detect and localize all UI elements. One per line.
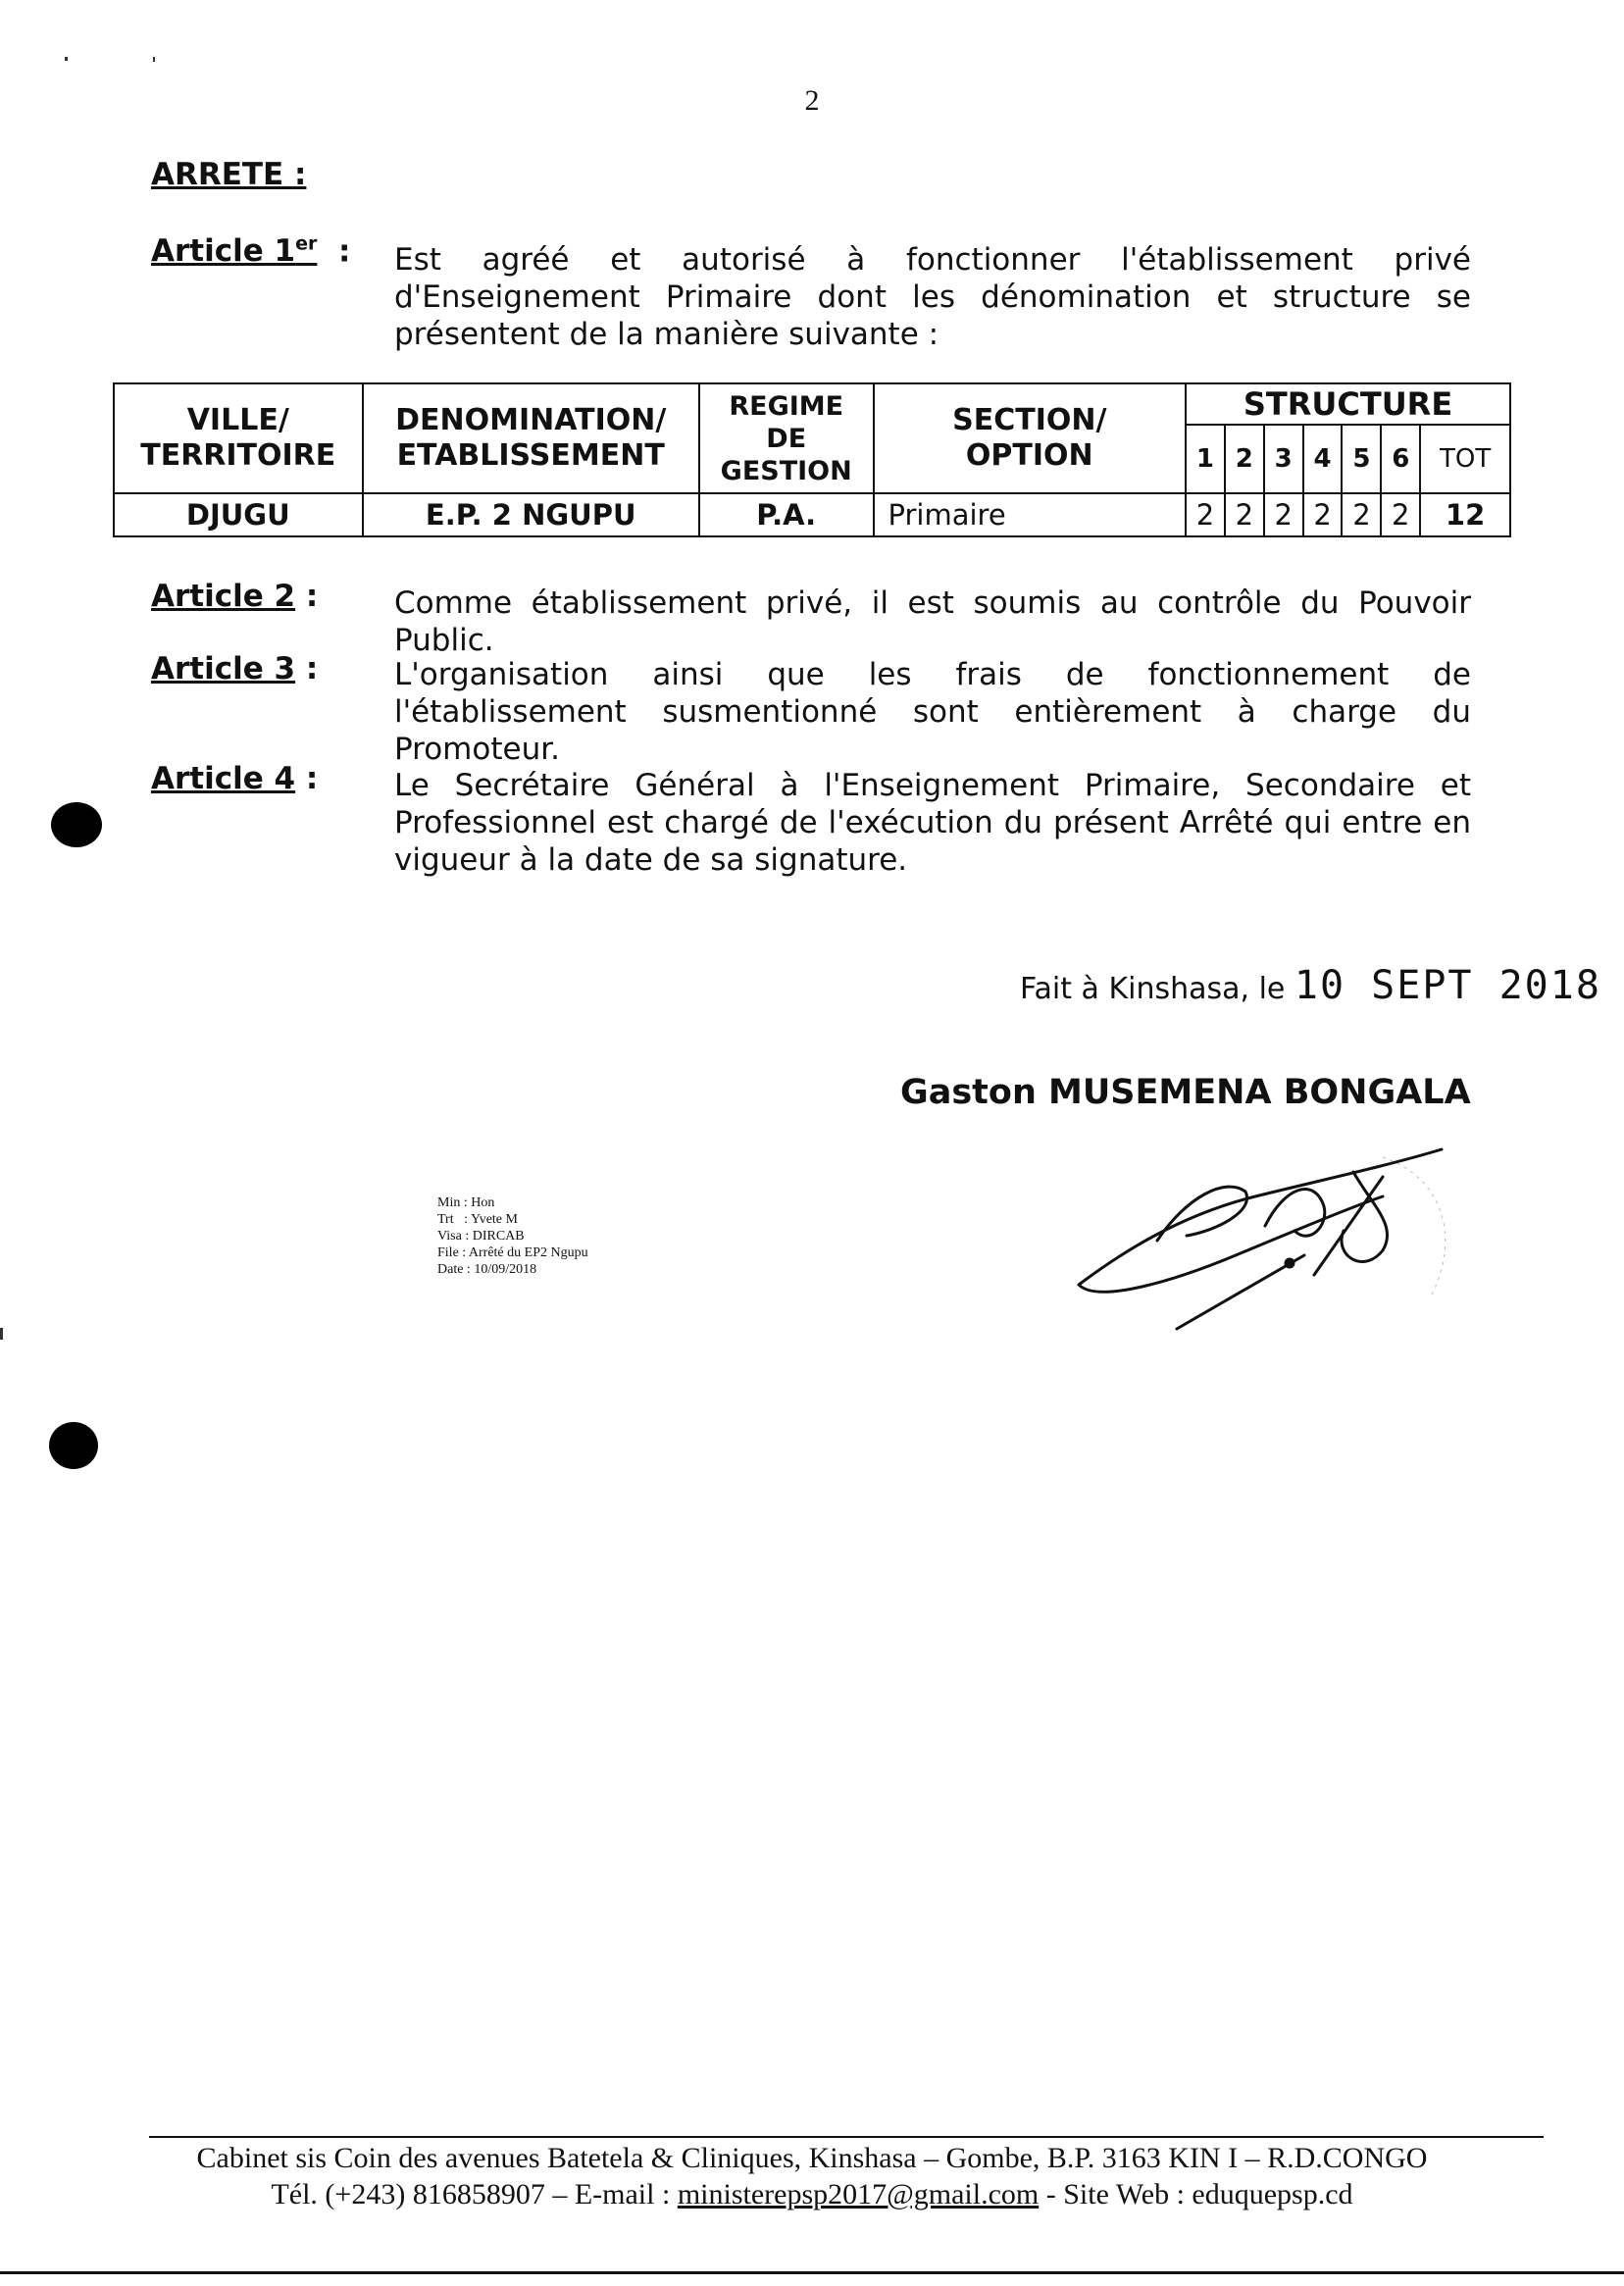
ref-line: Trt : Yvete M: [437, 1212, 518, 1227]
article-3-text: L'organisation ainsi que les frais de fonctionnement de l'établissement susmentionné sont entièrement à charge du Promoteur.: [394, 657, 1471, 767]
cell-ville: DJUGU: [114, 493, 363, 536]
article-1-label: Article 1er :: [151, 233, 351, 270]
scan-speck: [65, 57, 68, 61]
header-level-3: 3: [1264, 425, 1303, 493]
header-ville: VILLE/ TERRITOIRE: [114, 383, 363, 493]
article-2-label: Article 2 :: [151, 579, 319, 614]
ref-line: Visa : DIRCAB: [437, 1229, 525, 1244]
decree-heading: ARRETE :: [151, 157, 307, 192]
ref-line: Date : 10/09/2018: [437, 1262, 537, 1277]
cell-level-3: 2: [1264, 493, 1303, 536]
header-total: TOT: [1420, 425, 1510, 493]
article-3-label: Article 3 :: [151, 651, 319, 686]
footer-line-1: Cabinet sis Coin des avenues Batetela & Cliniques, Kinshasa – Gombe, B.P. 3163 KIN I – R.D.CONGO: [196, 2142, 1428, 2174]
footer-line-2: Tél. (+243) 816858907 – E-mail : ministerepsp2017@gmail.com - Site Web : eduquepsp.cd: [271, 2178, 1353, 2210]
footer-divider: [149, 2136, 1544, 2138]
scan-speck: [153, 57, 155, 62]
article-4-label: Article 4 :: [151, 761, 319, 796]
article-1-text: Est agréé et autorisé à fonctionner l'établissement privé d'Enseignement Primaire dont les dénomination et structure se présentent de la manière suivante :: [394, 242, 1471, 352]
bottom-divider: [0, 2271, 1624, 2274]
cell-level-4: 2: [1303, 493, 1343, 536]
table-row: [114, 493, 1510, 536]
article-4-text: Le Secrétaire Général à l'Enseignement Primaire, Secondaire et Professionnel est chargé de l'exécution du présent Arrêté qui entre en vigueur à la date de sa signature.: [394, 768, 1471, 878]
ref-line: File : Arrêté du EP2 Ngupu: [437, 1245, 588, 1260]
email-link[interactable]: ministerepsp2017@gmail.com: [677, 2178, 1040, 2210]
page-number: 2: [804, 84, 820, 117]
header-structure: STRUCTURE: [1186, 383, 1510, 425]
punch-hole-mark: [51, 802, 102, 847]
handwritten-signature: [1059, 1138, 1471, 1353]
cell-total: 12: [1420, 493, 1510, 536]
header-level-4: 4: [1303, 425, 1343, 493]
header-section: SECTION/ OPTION: [874, 383, 1187, 493]
cell-level-6: 2: [1381, 493, 1420, 536]
ref-line: Min : Hon: [437, 1195, 495, 1210]
header-level-5: 5: [1342, 425, 1381, 493]
punch-hole-mark: [49, 1422, 98, 1469]
cell-section: Primaire: [874, 493, 1187, 536]
footer-address: [0, 2140, 1624, 2212]
scan-speck: [0, 1328, 3, 1340]
cell-level-2: 2: [1225, 493, 1264, 536]
cell-level-1: 2: [1186, 493, 1225, 536]
article-2-text: Comme établissement privé, il est soumis au contrôle du Pouvoir Public.: [394, 585, 1471, 658]
signing-place-date: Fait à Kinshasa, le 10 SEPT 2018: [1020, 963, 1601, 1008]
header-level-2: 2: [1225, 425, 1264, 493]
header-level-1: 1: [1186, 425, 1225, 493]
header-denomination: DENOMINATION/ ETABLISSEMENT: [363, 383, 699, 493]
structure-table: [113, 382, 1511, 537]
reference-block: [437, 1194, 588, 1278]
cell-denomination: E.P. 2 NGUPU: [363, 493, 699, 536]
signatory-name: Gaston MUSEMENA BONGALA: [900, 1073, 1471, 1112]
header-regime: REGIME DE GESTION: [699, 383, 874, 493]
header-level-6: 6: [1381, 425, 1420, 493]
cell-level-5: 2: [1342, 493, 1381, 536]
date-stamp: 10 SEPT 2018: [1294, 963, 1601, 1008]
cell-regime: P.A.: [699, 493, 874, 536]
